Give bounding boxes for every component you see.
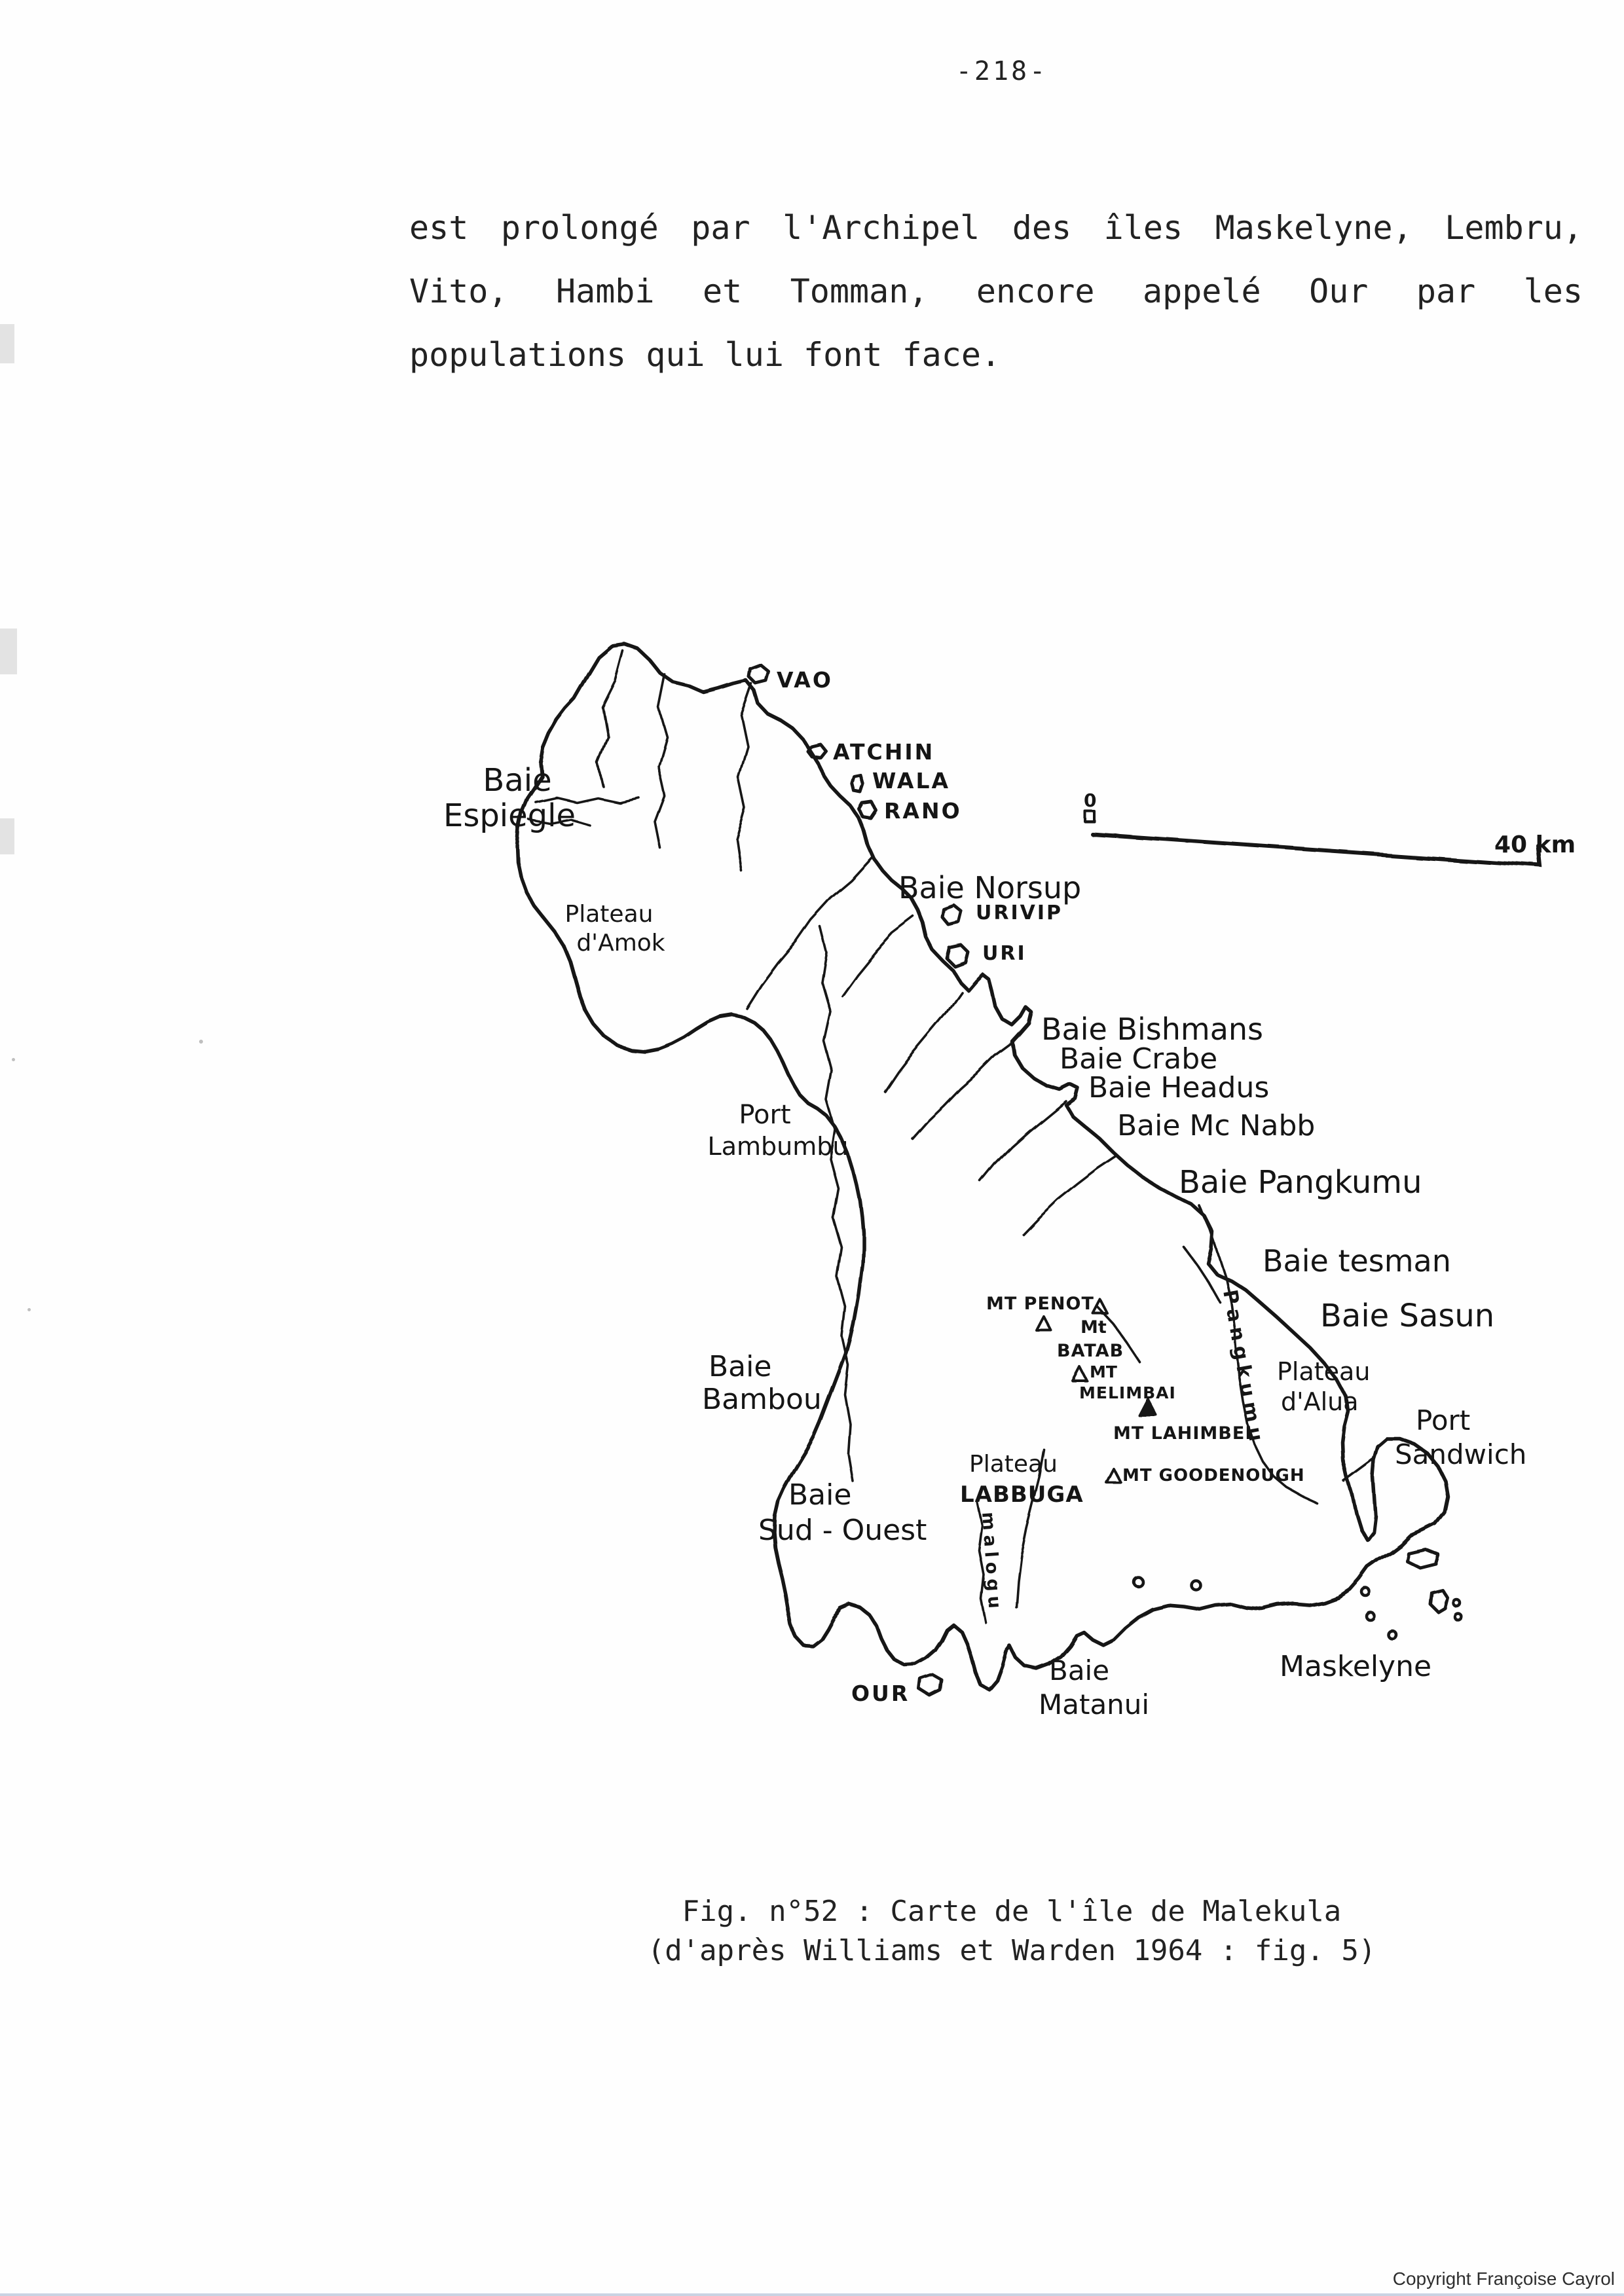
label-mt-lahimbel: MT LAHIMBEL [1113,1423,1257,1444]
label-baie-espiegle: Espiegle [443,797,576,834]
river [981,1101,1066,1182]
label-port-lambumbu: Lambumbu [707,1132,849,1161]
label-atchin: ATCHIN [833,739,935,765]
label-baie-sud-ouest: Sud - Ouest [758,1514,927,1547]
island-rano [860,803,876,818]
islet-dot [1362,1588,1370,1596]
label-port-lambumbu: Port [739,1100,791,1130]
label-maskelyne: Maskelyne [1280,1650,1432,1683]
label-baie-headus: Baie Headus [1088,1071,1270,1104]
page-bottom-edge [0,2293,1624,2296]
label-baie-sasun: Baie Sasun [1320,1298,1495,1334]
label-mt-batab: BATAB [1057,1341,1124,1361]
scale-bar-line [1092,834,1540,866]
copyright-notice: Copyright Françoise Cayrol [1392,2269,1615,2289]
river [655,674,667,848]
river [885,992,961,1092]
river [597,651,623,786]
island-wala [853,776,864,793]
label-baie-bambou: Bambou [702,1383,822,1416]
label-baie-matanui: Baie [1049,1654,1110,1686]
mt-goodenough-triangle [1106,1468,1120,1482]
label-vao: VAO [777,667,833,693]
label-baie-bishmans: Baie Bishmans [1041,1011,1264,1047]
label-mt-melimbai: MELIMBAI [1079,1383,1176,1402]
river [737,684,752,871]
island-maskelyne [1430,1590,1447,1612]
label-uri: URI [982,942,1027,965]
islet-dot [1388,1631,1396,1639]
label-baie-bambou: Baie [709,1350,772,1383]
river [841,917,913,995]
islet-dot [1453,1599,1460,1606]
river [747,858,872,1008]
coastal-dot [1191,1580,1200,1590]
scale-bar-zero: 0 [1084,790,1097,811]
label-wala: WALA [872,768,951,793]
label-baie-norsup: Baie Norsup [898,870,1082,905]
figure-caption [622,1892,1401,1971]
label-port-sandwich: Sandwich [1395,1438,1527,1470]
river [1184,1247,1219,1302]
paragraph-line: populations qui lui font face. [409,336,1001,374]
island-urivip [942,905,961,924]
scale-bar-label: 40 km [1494,831,1576,858]
label-our: OUR [851,1681,910,1706]
river [1023,1156,1116,1234]
scale-bar-zero-mark [1086,812,1095,822]
label-urivip: URIVIP [976,902,1063,924]
mt-penot-triangle [1037,1317,1051,1330]
label-plateau-labbuga: Plateau [969,1451,1058,1478]
label-mt-batab: Mt [1080,1317,1107,1338]
islet-dot [1366,1612,1374,1620]
figure-caption-line: (d'après Williams et Warden 1964 : fig. 5) [647,1934,1376,1967]
coastal-dot [1135,1578,1144,1588]
mt-melimbai-triangle [1072,1366,1086,1380]
label-plateau-amok: Plateau [564,901,654,928]
label-baie-mcnabb: Baie Mc Nabb [1117,1109,1316,1142]
label-baie-tesman: Baie tesman [1263,1243,1451,1279]
paragraph-line: est prolongé par l'Archipel des îles Maskelyne, Lembru, [409,209,1583,247]
label-rano: RANO [884,798,962,824]
label-baie-matanui: Matanui [1039,1688,1150,1721]
label-mt-goodenough: MT GOODENOUGH [1122,1466,1305,1485]
label-plateau-alua: d'Alua [1281,1387,1359,1416]
label-plateau-amok: d'Amok [576,930,665,957]
river [1344,1459,1374,1481]
island-our [921,1676,943,1697]
label-mt-penot: MT PENOT [986,1294,1094,1314]
label-port-sandwich: Port [1416,1404,1471,1436]
figure-caption-line: Fig. n°52 : Carte de l'île de Malekula [682,1895,1342,1928]
label-mt-melimbai: MT [1090,1362,1117,1381]
label-plateau-labbuga: LABBUGA [960,1482,1084,1508]
label-baie-crabe: Baie Crabe [1060,1042,1218,1076]
river [820,926,853,1481]
island-southeast [1407,1549,1438,1567]
island-vao [749,665,769,683]
label-baie-espiegle: Baie [483,762,552,799]
paragraph-line: Vito, Hambi et Tomman, encore appelé Our par les [409,272,1583,310]
islet-dot [1454,1613,1461,1620]
label-baie-sud-ouest: Baie [788,1478,852,1512]
river [912,1042,1012,1138]
island-uri [947,945,968,966]
page-number: -218- [955,56,1048,86]
label-baie-pangkumu: Baie Pangkumu [1179,1164,1422,1201]
label-plateau-alua: Plateau [1277,1357,1371,1386]
label-malogu-river: malogu [978,1511,1005,1614]
label-pangkumu-river: Pangkumu [1218,1288,1268,1448]
